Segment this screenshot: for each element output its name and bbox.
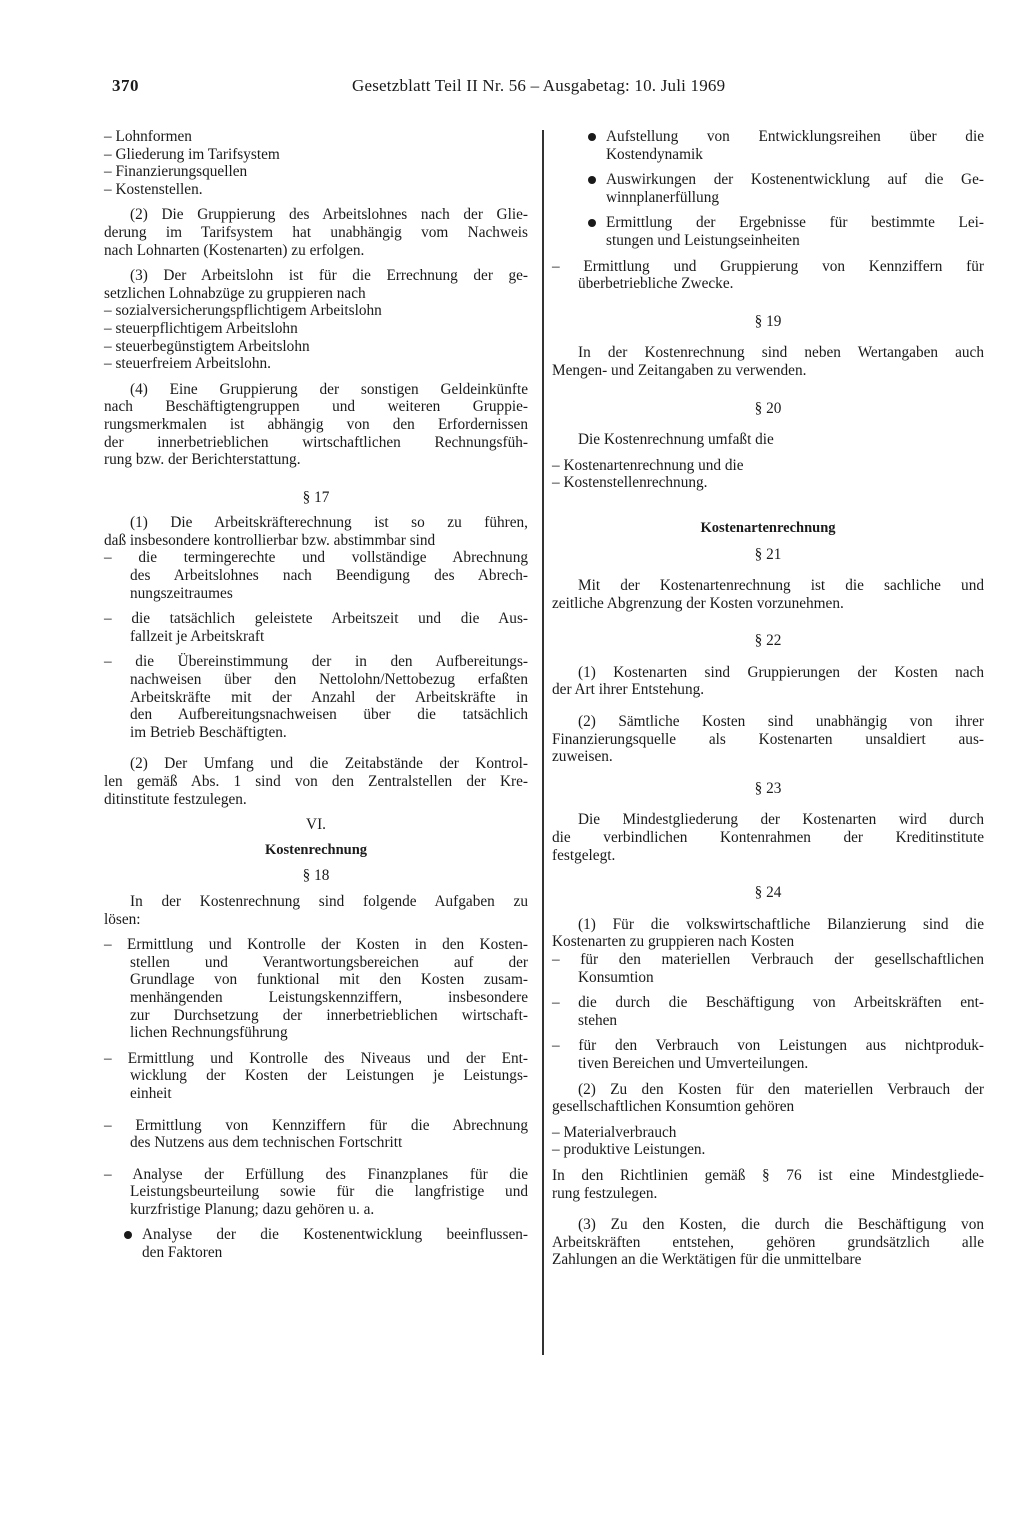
bullet-item-line: Aufstellung von Entwicklungsreihen über die [606,128,984,145]
bullet-item-line: winnplanerfüllung [606,188,720,206]
paragraph-line: (3) Zu den Kosten, die durch die Beschäftigung von [578,1216,984,1234]
spacer [552,538,984,546]
bullet-item-line: Kostendynamik [606,145,703,163]
paragraph [552,577,984,612]
bullet-icon [588,219,596,227]
list-item [552,474,984,492]
list-item-line: Arbeitskräfte mit der Anzahl der Arbeitskräfte in [130,688,528,706]
paragraph [104,755,528,808]
list-item [104,936,528,1042]
list-item [104,181,528,199]
list-item-line: stehen [578,1011,618,1029]
list-item-line: – die termingerechte und vollständige Abrechnung [104,549,528,567]
column-divider [542,130,544,1355]
list-item [104,355,528,373]
list-item-line: zur Durchsetzung der innerbetrieblichen wirtschaft- [130,1006,528,1024]
paragraph-line: die verbindlichen Kontenrahmen der Kreditinstitute [552,829,984,847]
spacer [552,797,984,811]
list-item-line: wicklung der Kosten der Leistungen je Leistungs- [130,1067,528,1085]
list-item-line: Konsumtion [578,968,654,986]
bullet-icon [588,133,596,141]
paragraph [104,893,528,928]
list-item [104,610,528,645]
paragraph-line: nach Lohnarten (Kostenarten) zu erfolgen. [104,241,365,259]
paragraph [104,267,528,302]
section-heading: § 22 [754,632,782,650]
list-item-line: – Kostenstellenrechnung. [552,474,708,492]
spacer [552,699,984,713]
list-item [104,653,528,741]
list-item [552,457,984,475]
left-column [104,128,528,1262]
part-title: Kostenrechnung [264,841,368,858]
paragraph [552,1167,984,1202]
list-item [104,302,528,320]
section-heading: § 18 [302,867,330,885]
paragraph-line: (1) Kostenarten sind Gruppierungen der Kosten nach [578,663,984,681]
bullet-icon [588,176,596,184]
bullet-indent [104,1226,528,1261]
spacer [552,250,984,258]
list-item-line: menhängenden Leistungskennziffern, insbesondere [130,988,528,1006]
bullet-item-line: Auswirkungen der Kostenentwicklung auf die Ge- [606,171,984,189]
spacer [104,928,528,936]
paragraph-line: (2) Zu den Kosten für den materiellen Verbrauch der [578,1080,984,1098]
list-item [552,1124,984,1142]
list-item [552,951,984,986]
bullet-indent [552,128,984,250]
list-item-line: – sozialversicherungspflichtigem Arbeitslohn [104,302,382,320]
paragraph-line: (1) Für die volkswirtschaftliche Bilanzierung sind die [578,915,984,933]
list-item-line: tiven Bereichen und Umverteilungen. [578,1054,809,1072]
spacer [104,198,528,206]
spacer [104,1042,528,1050]
list-item-line: – Analyse der Erfüllung des Finanzplanes für die [104,1165,528,1183]
spacer [104,741,528,755]
list-item-line: – steuerpflichtigem Arbeitslohn [104,319,298,337]
paragraph-line: Mengen- und Zeitangaben zu verwenden. [552,361,807,379]
paragraph-line: (3) Der Arbeitslohn ist für die Errechnung der ge- [130,267,528,285]
list-item-line: nungszeitraumes [130,584,233,602]
list-item [104,320,528,338]
paragraph-line: setzlichen Lohnabzüge zu gruppieren nach [104,284,366,302]
list-item-line: – Ermittlung von Kennziffern für die Abrechnung [104,1116,528,1134]
spacer [552,492,984,512]
list-item-line: – Ermittlung und Kontrolle des Niveaus und der Ent- [104,1049,528,1067]
paragraph-line: Kostenarten zu gruppieren nach Kosten [552,933,795,951]
section-heading: § 20 [754,399,782,417]
list-item [552,1141,984,1159]
section-heading: § 23 [754,779,782,797]
bullet-item [118,1226,528,1261]
paragraph-line: festgelegt. [552,846,616,864]
paragraph-line: Arbeitskräften entstehen, gehören grundsätzlich alle [552,1233,984,1251]
bullet-item-line: Analyse der die Kostenentwicklung beeinflussen- [142,1226,528,1244]
list-item-line: – die durch die Beschäftigung von Arbeitskräften ent- [552,994,984,1012]
paragraph-line: Finanzierungsquelle als Kostenarten unsaldiert aus- [552,730,984,748]
paragraph [552,811,984,864]
spacer [552,612,984,632]
paragraph-line: (2) Die Gruppierung des Arbeitslohnes nach der Glie- [130,206,528,224]
list-item-line: – Materialverbrauch [552,1123,677,1141]
spacer [104,506,528,514]
spacer [552,330,984,344]
list-item [104,128,528,146]
list-item-line: – Lohnformen [104,128,192,145]
paragraph-line: der innerbetrieblichen wirtschaftlichen Rechnungsfüh- [104,433,528,451]
list-item [104,1166,528,1219]
list-item-line: – steuerfreiem Arbeitslohn. [104,355,271,373]
list-item [552,258,984,293]
list-item-line: fallzeit je Arbeitskraft [130,627,265,645]
spacer [552,512,984,520]
spacer [104,1103,528,1117]
list-item-line: – steuerbegünstigtem Arbeitslohn [104,337,310,355]
spacer [552,563,984,577]
list-item [104,549,528,602]
section-heading: § 24 [754,884,782,902]
subsection-title: Kostenartenrechnung [700,519,836,536]
list-item [104,163,528,181]
bullet-icon [124,1231,132,1239]
bullet-item [582,171,984,206]
spacer [552,766,984,780]
spacer [104,885,528,893]
section-heading: § 17 [302,488,330,506]
section-heading: § 21 [754,545,782,563]
paragraph-line: daß insbesondere kontrollierbar bzw. abstimmbar sind [104,531,436,549]
paragraph-line: In den Richtlinien gemäß § 76 ist eine Mindestgliede- [552,1166,984,1184]
bullet-item-line: den Faktoren [142,1244,223,1262]
paragraph-line: ditinstitute festzulegen. [104,790,247,808]
paragraph-line: gesellschaftlichen Konsumtion gehören [552,1098,795,1116]
paragraph [552,664,984,699]
list-item [552,994,984,1029]
paragraph-line: zeitliche Abgrenzung der Kosten vorzunehmen. [552,594,844,612]
spacer [552,1029,984,1037]
paragraph-line: rung bzw. der Berichterstattung. [104,451,301,469]
paragraph-line: Die Mindestgliederung der Kostenarten wird durch [578,811,984,829]
spacer [552,864,984,884]
paragraph-line: lösen: [104,910,141,928]
list-item-line: – für den Verbrauch von Leistungen aus nichtproduk- [552,1037,984,1055]
list-item-line: – Ermittlung und Gruppierung von Kennziffern für [552,257,984,275]
list-item-line: – Gliederung im Tarifsystem [104,145,280,163]
list-item-line: – Kostenartenrechnung und die [552,456,744,474]
list-item-line: überbetriebliche Zwecke. [578,275,734,293]
paragraph-line: der Art ihrer Entstehung. [552,681,705,699]
spacer [104,834,528,842]
list-item-line: einheit [130,1084,172,1102]
part-heading: VI. [306,816,326,834]
spacer [104,602,528,610]
list-item-line: im Betrieb Beschäftigten. [130,723,287,741]
section-heading: § 19 [754,312,782,330]
spacer [552,650,984,664]
list-item-line: – für den materiellen Verbrauch der gesellschaftlichen [552,951,984,968]
paragraph-line: rungsmerkmalen ist abhängig von den Erfordernissen [104,415,528,433]
paragraph-line: zuweisen. [552,748,613,766]
list-item [104,1050,528,1103]
paragraph [552,1216,984,1269]
paragraph [104,381,528,469]
paragraph [552,431,984,449]
paragraph-line: rung festzulegen. [552,1184,658,1202]
paragraph-line: (4) Eine Gruppierung der sonstigen Geldeinkünfte [130,380,528,398]
paragraph-line: nach Beschäftigtengruppen und weiteren Gruppie- [104,398,528,416]
spacer [104,808,528,816]
spacer [104,469,528,489]
spacer [552,417,984,431]
spacer [552,1073,984,1081]
list-item [104,338,528,356]
list-item-line: stellen und Verantwortungsbereichen auf der [130,953,528,971]
paragraph-line: (1) Die Arbeitskräfterechnung ist so zu führen, [130,514,528,532]
running-head: Gesetzblatt Teil II Nr. 56 – Ausgabetag: 10. Juli 1969 [352,76,726,95]
bullet-item [582,214,984,249]
list-item-line: des Arbeitslohnes nach Beendigung des Abrech- [130,567,528,585]
paragraph [552,1081,984,1116]
spacer [552,986,984,994]
list-item-line: Grundlage von funktional mit den Kosten zusam- [130,971,528,989]
spacer [582,163,984,171]
paragraph-line: Mit der Kostenartenrechnung ist die sachliche und [578,577,984,595]
spacer [552,380,984,400]
paragraph-line: derung im Tarifsystem hat unabhängig vom Nachweis [104,223,528,241]
spacer [552,902,984,916]
list-item-line: – produktive Leistungen. [552,1141,706,1159]
spacer [104,1218,528,1226]
paragraph-line: Zahlungen an die Werktätigen für die unmittelbare [552,1251,862,1269]
list-item [104,146,528,164]
spacer [552,1116,984,1124]
spacer [104,1152,528,1166]
bullet-item-line: Ermittlung der Ergebnisse für bestimmte Lei- [606,214,984,232]
spacer [552,1159,984,1167]
spacer [582,206,984,214]
spacer [552,1202,984,1216]
page-number: 370 [112,76,139,95]
list-item-line: kurzfristige Planung; dazu gehören u. a. [130,1200,375,1218]
paragraph-line: Die Kostenrechnung umfaßt die [578,431,774,449]
paragraph [104,514,528,549]
list-item-line: nachweisen über den Nettolohn/Nettobezug erfaßten [130,671,528,689]
paragraph [552,713,984,766]
paragraph [104,206,528,259]
spacer [104,645,528,653]
paragraph-line: In der Kostenrechnung sind neben Wertangaben auch [578,344,984,362]
list-item-line: – Finanzierungsquellen [104,163,248,181]
spacer [104,259,528,267]
bullet-item [582,128,984,163]
list-item [552,1037,984,1072]
list-item [104,1117,528,1152]
right-column [552,128,984,1269]
paragraph-line: In der Kostenrechnung sind folgende Aufgaben zu [130,892,528,910]
spacer [104,373,528,381]
list-item-line: – Ermittlung und Kontrolle der Kosten in den Kosten- [104,936,528,954]
paragraph [552,344,984,379]
spacer [552,293,984,313]
spacer [552,449,984,457]
paragraph-line: (2) Der Umfang und die Zeitabstände der Kontrol- [130,755,528,773]
paragraph-line: (2) Sämtliche Kosten sind unabhängig von ihrer [578,713,984,731]
spacer [104,859,528,867]
list-item-line: – die tatsächlich geleistete Arbeitszeit und die Aus- [104,610,528,628]
list-item-line: des Nutzens aus dem technischen Fortschritt [130,1134,403,1152]
list-item-line: Leistungsbeurteilung sowie für die langfristige und [130,1183,528,1201]
paragraph [552,916,984,951]
bullet-item-line: stungen und Leistungseinheiten [606,231,800,249]
list-item-line: den Aufbereitungsnachweisen über die tatsächlich [130,706,528,724]
list-item-line: lichen Rechnungsführung [130,1024,288,1042]
list-item-line: – Kostenstellen. [104,180,203,198]
list-item-line: – die Übereinstimmung der in den Aufbereitungs- [104,653,528,671]
paragraph-line: len gemäß Abs. 1 sind von den Zentralstellen der Kre- [104,773,528,790]
